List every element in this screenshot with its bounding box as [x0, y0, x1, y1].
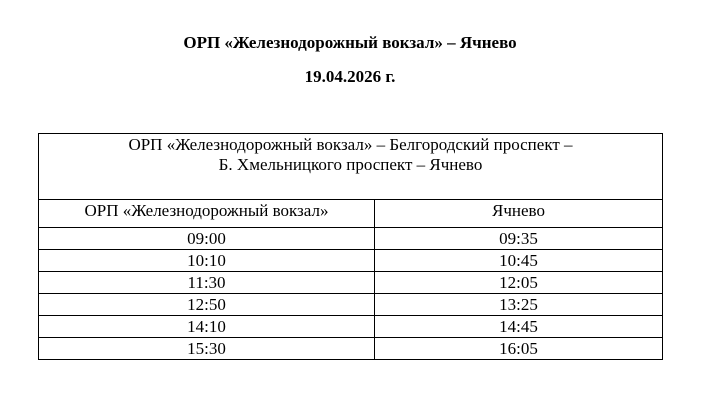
departure-time: 14:10: [39, 316, 375, 338]
document-date: 19.04.2026 г.: [304, 67, 396, 86]
arrival-time: 09:35: [375, 228, 663, 250]
table-row: [39, 272, 663, 294]
arrival-time: 10:45: [375, 250, 663, 272]
table-row: [39, 294, 663, 316]
arrival-time: 12:05: [375, 272, 663, 294]
departure-time: 15:30: [39, 338, 375, 360]
table-row: [39, 250, 663, 272]
arrival-time: 16:05: [375, 338, 663, 360]
departure-time: 10:10: [39, 250, 375, 272]
route-description: [39, 134, 663, 200]
arrival-time: 14:45: [375, 316, 663, 338]
document-title: ОРП «Железнодорожный вокзал» – Ячнево: [183, 33, 517, 52]
route-line-2: Б. Хмельницкого проспект – Ячнево: [218, 155, 483, 174]
departure-time: 11:30: [39, 272, 375, 294]
column-header-departure: ОРП «Железнодорожный вокзал»: [39, 200, 375, 228]
header-row: [39, 200, 663, 228]
table-row: [39, 316, 663, 338]
table-row: [39, 338, 663, 360]
route-line-1: ОРП «Железнодорожный вокзал» – Белгородский проспект –: [128, 135, 573, 154]
arrival-time: 13:25: [375, 294, 663, 316]
column-header-arrival: Ячнево: [375, 200, 663, 228]
route-row: [39, 134, 663, 200]
departure-time: 12:50: [39, 294, 375, 316]
departure-time: 09:00: [39, 228, 375, 250]
schedule-table: [38, 133, 663, 360]
table-row: [39, 228, 663, 250]
